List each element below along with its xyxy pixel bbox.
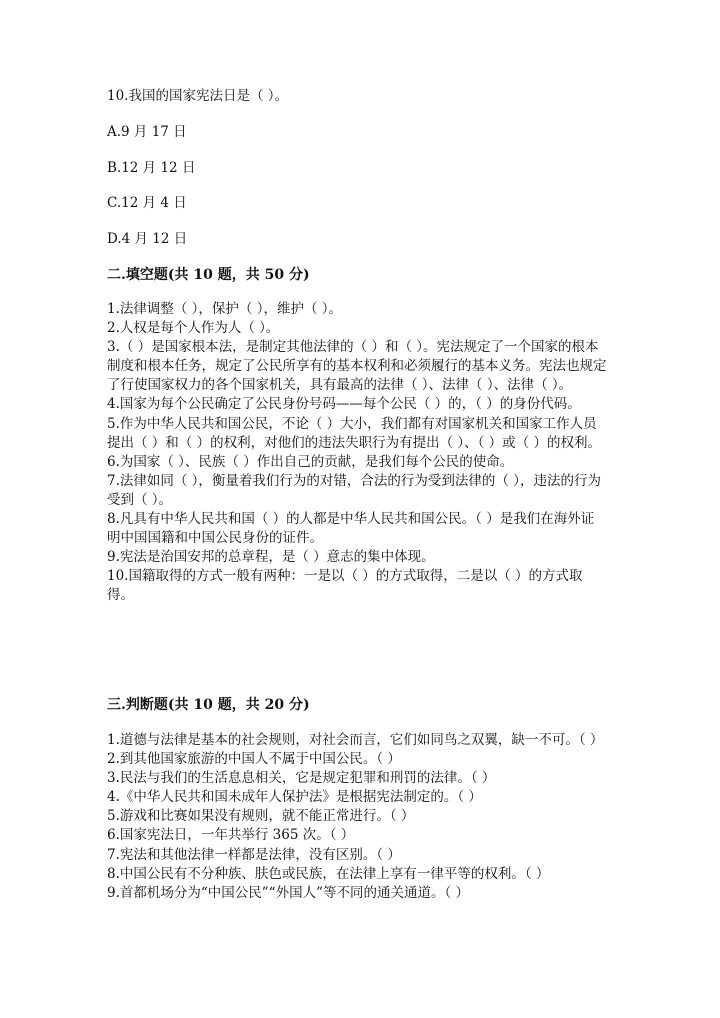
fill-item-7: 7.法律如同（ ），衡量着我们行为的对错，合法的行为受到法律的（ ），违法的行为受到（ ）。 xyxy=(107,472,601,508)
fill-item-8: 8.凡具有中华人民共和国（ ）的人都是中华人民共和国公民。（ ）是我们在海外证明中国国籍和中国公民身份的证件。 xyxy=(107,511,595,547)
option-a: A.9 月 17 日 xyxy=(107,124,187,140)
judge-item-1: 1.道德与法律是基本的社会规则，对社会而言，它们如同鸟之双翼，缺一不可。（ ） xyxy=(107,732,604,748)
fill-item-2: 2.人权是每个人作为人（ ）。 xyxy=(107,320,280,337)
judge-item-7: 7.宪法和其他法律一样都是法律，没有区别。（ ） xyxy=(107,846,401,863)
fill-item-10: 10.国籍取得的方式一般有两种：一是以（ ）的方式取得，二是以（ ）的方式取得。 xyxy=(107,568,583,604)
option-d: D.4 月 12 日 xyxy=(107,231,188,247)
fill-item-3: 3.（ ）是国家根本法，是制定其他法律的（ ）和（ ）。宪法规定了一个国家的根本制度和根本任务，规定了公民所享有的基本权利和必须履行的基本义务。宪法也规定了行使国家权力的各个国家机关，具有最高的法律（ ）、法律（ ）、法律（ ）。 xyxy=(107,339,607,394)
fill-item-4: 4.国家为每个公民确定了公民身份号码——每个公民（ ）的，（ ）的身份代码。 xyxy=(107,396,581,413)
fill-item-1: 1.法律调整（ ），保护（ ），维护（ ）。 xyxy=(107,301,343,317)
judge-item-6: 6.国家宪法日，一年共举行 365 次。（ ） xyxy=(107,827,355,844)
fill-item-9: 9.宪法是治国安邦的总章程，是（ ）意志的集中体现。 xyxy=(107,549,435,566)
fill-section-list xyxy=(107,300,607,606)
judge-item-2: 2.到其他国家旅游的中国人不属于中国公民。（ ） xyxy=(107,751,401,768)
judge-item-3: 3.民法与我们的生活息息相关，它是规定犯罪和刑罚的法律。（ ） xyxy=(107,770,496,787)
question-10: 10.我国的国家宪法日是（ ）。 xyxy=(107,88,289,104)
fill-item-6: 6.为国家（ ）、民族（ ）作出自己的贡献，是我们每个公民的使命。 xyxy=(107,453,514,470)
judge-section-title: 三.判断题(共 10 题，共 20 分) xyxy=(107,697,310,713)
judge-section-list xyxy=(107,731,607,903)
judge-item-9: 9.首都机场分为“中国公民”“外国人”等不同的通关通道。（ ） xyxy=(107,884,470,901)
option-c: C.12 月 4 日 xyxy=(107,195,187,211)
judge-item-5: 5.游戏和比赛如果没有规则，就不能正常进行。（ ） xyxy=(107,808,415,825)
fill-item-5: 5.作为中华人民共和国公民，不论（ ）大小，我们都有对国家机关和国家工作人员提出（ ）和（ ）的权利，对他们的违法失职行为有提出（ ）、（ ）或（ ）的权利。 xyxy=(107,415,601,451)
judge-item-8: 8.中国公民有不分种族、肤色或民族，在法律上享有一律平等的权利。（ ） xyxy=(107,865,550,882)
fill-section-title: 二.填空题(共 10 题，共 50 分) xyxy=(107,267,310,283)
option-b: B.12 月 12 日 xyxy=(107,160,196,176)
judge-item-4: 4.《中华人民共和国未成年人保护法》是根据宪法制定的。（ ） xyxy=(107,789,482,806)
